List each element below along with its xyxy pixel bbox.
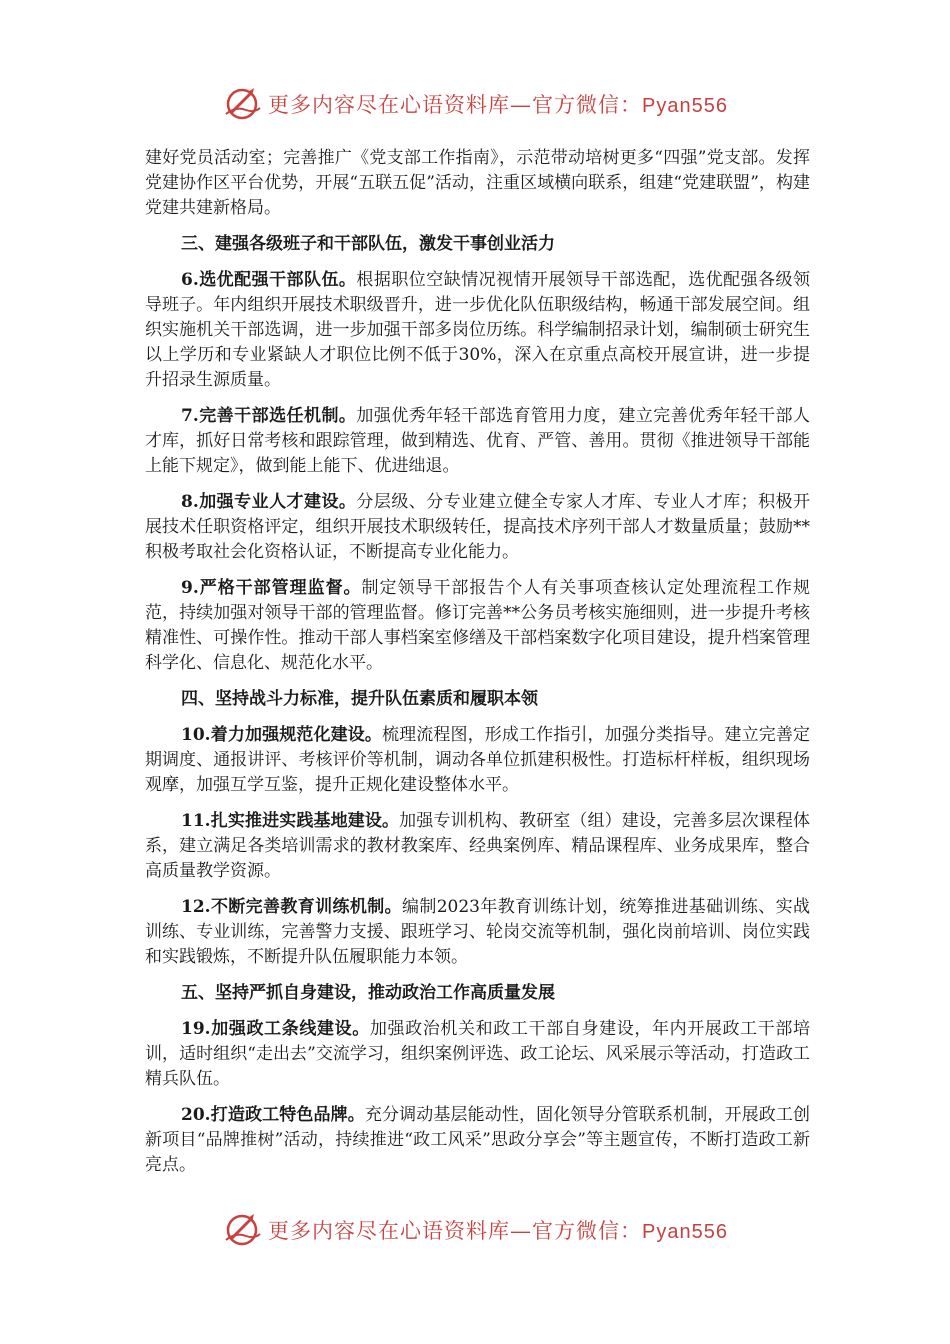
paragraph: 8.加强专业人才建设。分层级、分专业建立健全专家人才库、专业人才库；积极开展技术任职资格评定，组织开展技术职级转任，提高技术序列干部人才数量质量；鼓励**积极考取社会化资格认证，不断提高专业化能力。 [145,492,810,562]
item-title: 9.严格干部管理监督。 [181,578,362,598]
item-title: 12.不断完善教育训练机制。 [181,897,402,917]
paragraph: 12.不断完善教育训练机制。编制2023年教育训练计划，统筹推进基础训练、实战训练、专业训练，完善警力支援、跟班学习、轮岗交流等机制，强化岗前培训、岗位实践和实践锻炼，不断提升队伍履职能力本领。 [145,897,810,967]
item-title: 19.加强政工条线建设。 [181,1019,370,1039]
paragraph: 9.严格干部管理监督。制定领导干部报告个人有关事项查核认定处理流程工作规范，持续加强对领导干部的管理监督。修订完善**公务员考核实施细则，进一步提升考核精准性、可操作性。推动干部人事档案室修缮及干部档案数字化项目建设，提升档案管理科学化、信息化、规范化水平。 [145,578,811,673]
paragraph: 建好党员活动室；完善推广《党支部工作指南》，示范带动培树更多“四强”党支部。发挥党建协作区平台优势，开展“五联五促”活动，注重区域横向联系，组建“党建联盟”，构建党建共建新格局。 [145,148,810,218]
logo-icon [222,84,262,124]
document-body [145,146,810,1189]
paragraph: 20.打造政工特色品牌。充分调动基层能动性，固化领导分管联系机制，开展政工创新项目“品牌推树”活动，持续推进“政工风采”思政分享会”等主题宣传，不断打造政工新亮点。 [145,1105,811,1175]
item-title: 10.着力加强规范化建设。 [181,725,382,745]
paragraph: 6.选优配强干部队伍。根据职位空缺情况视情开展领导干部选配，选优配强各级领导班子。年内组织开展技术职级晋升，进一步优化队伍职级结构，畅通干部发展空间。组织实施机关干部选调，进一步加强干部多岗位历练。科学编制招录计划，编制硕士研究生以上学历和专业紧缺人才职位比例不低于30%，深入在京重点高校开展宣讲，进一步提升招录生源质量。 [145,270,810,390]
watermark-banner-top [0,84,950,124]
watermark-text: 更多内容尽在心语资料库—官方微信：Pyan556 [268,1219,728,1243]
section-heading: 三、建强各级班子和干部队伍，激发干事创业活力 [181,234,555,254]
paragraph: 7.完善干部选任机制。加强优秀年轻干部选育管用力度，建立完善优秀年轻干部人才库，抓好日常考核和跟踪管理，做到精选、优育、严管、善用。贯彻《推进领导干部能上能下规定》，做到能上能下、优进绌退。 [145,406,810,476]
paragraph: 10.着力加强规范化建设。梳理流程图，形成工作指引，加强分类指导。建立完善定期调度、通报讲评、考核评价等机制，调动各单位抓建积极性。打造标杆样板，组织现场观摩，加强互学互鉴，提升正规化建设整体水平。 [145,725,810,795]
item-title: 11.扎实推进实践基地建设。 [181,811,400,831]
paragraph: 19.加强政工条线建设。加强政治机关和政工干部自身建设，年内开展政工干部培训，适时组织“走出去”交流学习，组织案例评选、政工论坛、风采展示等活动，打造政工精兵队伍。 [145,1019,811,1089]
section-heading: 四、坚持战斗力标准，提升队伍素质和履职本领 [181,689,538,709]
item-title: 20.打造政工特色品牌。 [181,1105,365,1125]
logo-icon [222,1210,262,1250]
item-title: 8.加强专业人才建设。 [181,492,357,512]
watermark-banner-bottom [0,1210,950,1250]
watermark-text: 更多内容尽在心语资料库—官方微信：Pyan556 [268,93,728,117]
item-title: 6.选优配强干部队伍。 [181,270,357,290]
item-title: 7.完善干部选任机制。 [181,406,357,426]
paragraph: 11.扎实推进实践基地建设。加强专训机构、教研室（组）建设，完善多层次课程体系，建立满足各类培训需求的教材教案库、经典案例库、精品课程库、业务成果库，整合高质量教学资源。 [145,811,810,881]
section-heading: 五、坚持严抓自身建设，推动政治工作高质量发展 [181,983,555,1003]
